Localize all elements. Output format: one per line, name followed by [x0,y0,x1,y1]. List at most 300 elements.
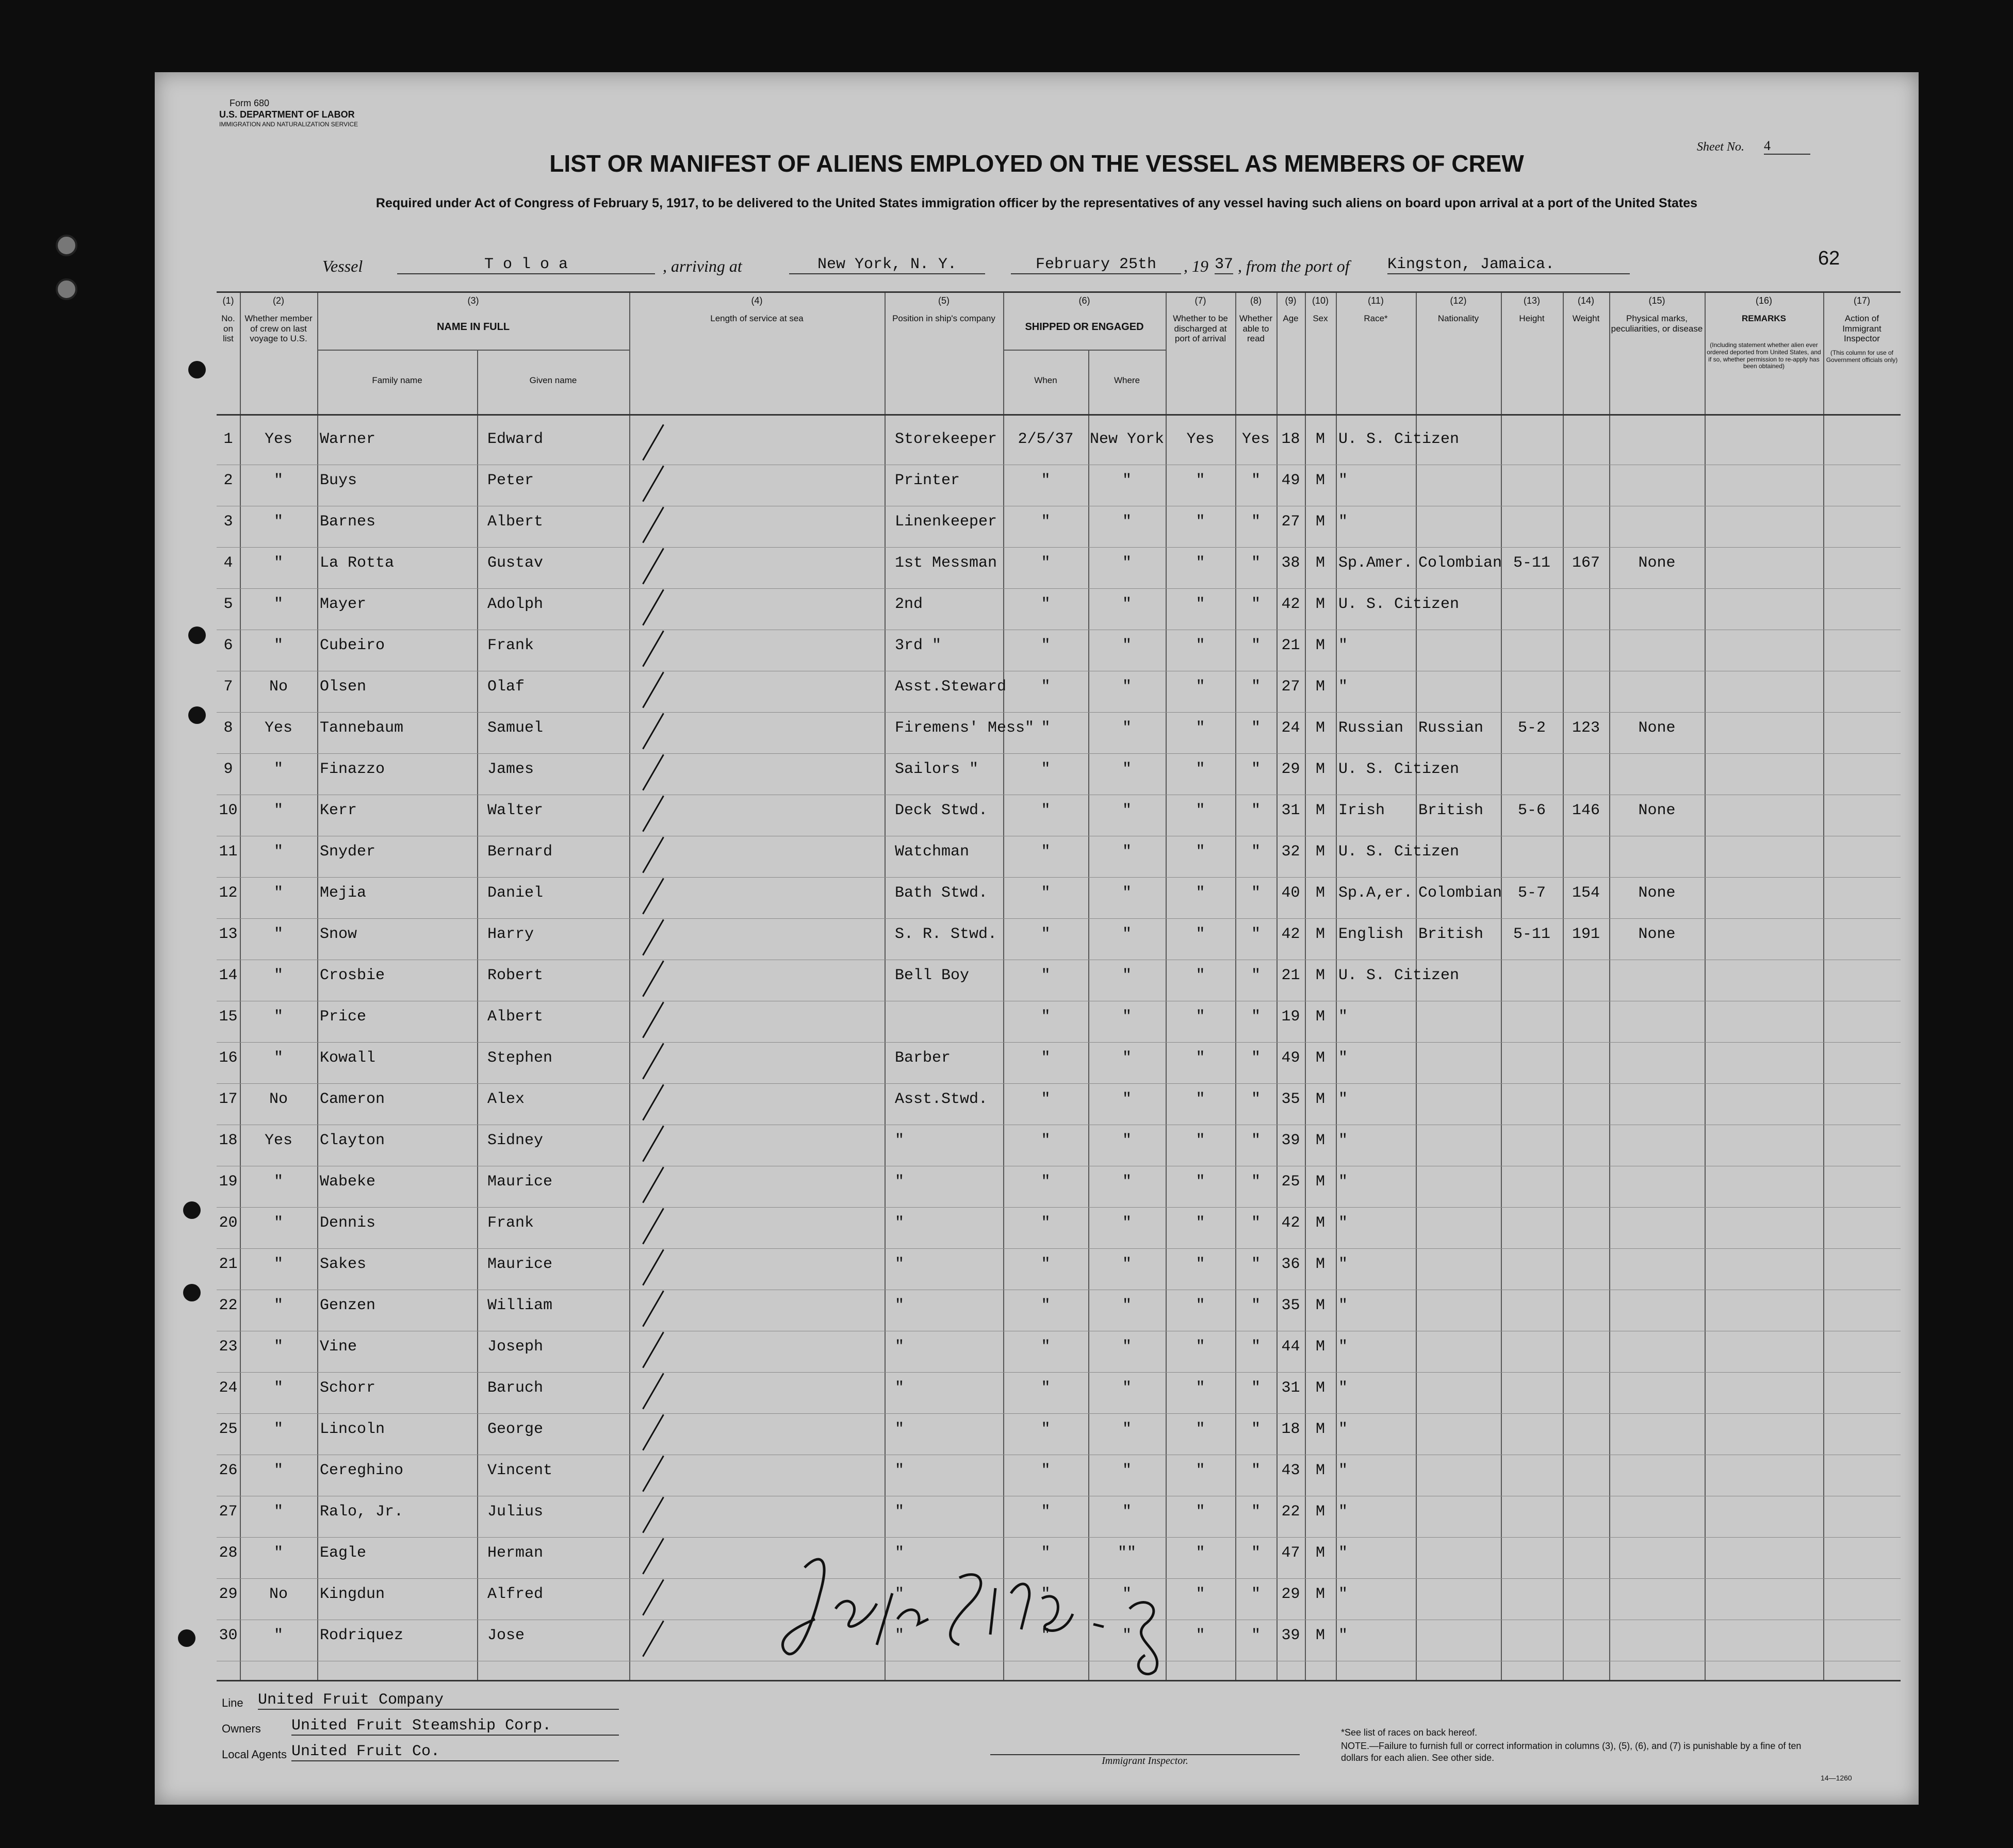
given-name: Bernard [487,843,553,861]
shipped-when: " [1041,761,1051,778]
able-to-read: " [1251,596,1261,613]
able-to-read: " [1251,637,1261,654]
races-note: *See list of races on back hereof. [1341,1727,1478,1738]
shipped-where: " [1122,1214,1132,1232]
given-name: Joseph [487,1338,544,1356]
check-mark [642,1497,664,1533]
sex: M [1315,1132,1325,1149]
check-mark [642,1332,664,1368]
sex: M [1315,637,1325,654]
previous-voyage: " [273,1008,283,1026]
position: " [895,1462,905,1479]
able-to-read: " [1251,1214,1261,1232]
age: 22 [1281,1503,1300,1521]
check-mark [642,1043,664,1080]
row-rule [217,547,1901,548]
previous-voyage: Yes [264,1132,292,1149]
check-mark [642,1414,664,1451]
age: 42 [1281,926,1300,943]
previous-voyage: " [273,596,283,613]
sex: M [1315,719,1325,737]
previous-voyage: " [273,637,283,654]
nationality: British [1418,802,1484,819]
column-number: (9) [1285,295,1297,306]
table-row [217,589,1901,631]
binder-hole [183,1201,201,1219]
row-number: 11 [219,843,238,861]
page-number: 62 [1818,248,1840,269]
binder-hole [178,1629,195,1647]
shipped-when: " [1041,1544,1051,1562]
height: 5-2 [1517,719,1546,737]
age: 43 [1281,1462,1300,1479]
column-header: SHIPPED OR ENGAGED [1025,321,1144,333]
race: " [1338,1586,1348,1603]
height: 5-11 [1513,926,1550,943]
table-row [217,1208,1901,1249]
sex: M [1315,1008,1325,1026]
shipped-when: " [1041,513,1051,531]
race: U. S. Citizen [1338,967,1460,984]
column-number: (7) [1194,295,1206,306]
sex: M [1315,1173,1325,1191]
row-number: 16 [219,1049,238,1067]
race: " [1338,1173,1348,1191]
race: Sp.Amer. [1338,554,1413,572]
given-name: Harry [487,926,534,943]
family-name: La Rotta [320,554,395,572]
physical-marks: None [1638,554,1676,572]
able-to-read: " [1251,967,1261,984]
row-number: 3 [223,513,233,531]
able-to-read: " [1251,761,1261,778]
shipped-when: " [1041,1503,1051,1521]
row-number: 15 [219,1008,238,1026]
shipped-where: " [1122,761,1132,778]
inspector-signature [774,1547,1238,1681]
family-name: Mayer [320,596,367,613]
check-mark [642,1002,664,1038]
check-mark [642,1291,664,1327]
given-name: Adolph [487,596,544,613]
sex: M [1315,1338,1325,1356]
check-mark [642,961,664,997]
discharged: " [1196,554,1205,572]
weight: 191 [1572,926,1600,943]
column-number: (8) [1250,295,1262,306]
previous-voyage: " [273,802,283,819]
race: U. S. Citizen [1338,843,1460,861]
race: " [1338,1379,1348,1397]
given-name: Herman [487,1544,544,1562]
shipped-when: " [1041,472,1051,489]
arriving-label: , arriving at [663,257,742,275]
check-mark [642,919,664,956]
height: 5-7 [1517,884,1546,902]
row-rule [217,918,1901,919]
shipped-where: " [1122,926,1132,943]
sex: M [1315,1586,1325,1603]
discharged: " [1196,1544,1205,1562]
family-name: Dennis [320,1214,376,1232]
position: " [895,1586,905,1603]
row-number: 28 [219,1544,238,1562]
race: " [1338,1297,1348,1314]
able-to-read: " [1251,1132,1261,1149]
able-to-read: " [1251,1173,1261,1191]
header-subrule [317,350,629,351]
position: " [895,1297,905,1314]
position: Linenkeeper [895,513,997,531]
table-row [217,1126,1901,1167]
shipped-where: " [1122,554,1132,572]
line-label: Line [222,1696,243,1709]
age: 24 [1281,719,1300,737]
able-to-read: " [1251,472,1261,489]
column-header: Height [1519,314,1545,323]
race: Sp.A,er. [1338,884,1413,902]
table-row [217,672,1901,713]
height: 5-6 [1517,802,1546,819]
sex: M [1315,884,1325,902]
age: 39 [1281,1132,1300,1149]
able-to-read: " [1251,1462,1261,1479]
position: Firemens' Mess" [895,719,1035,737]
row-number: 6 [223,637,233,654]
row-number: 2 [223,472,233,489]
table-row [217,1084,1901,1126]
column-number: (5) [938,295,950,306]
given-name: Vincent [487,1462,553,1479]
given-name: Daniel [487,884,544,902]
able-to-read: " [1251,926,1261,943]
column-header: NAME IN FULL [436,321,510,333]
family-name: Olsen [320,678,367,696]
shipped-where: " [1122,1008,1132,1026]
position: S. R. Stwd. [895,926,997,943]
check-mark [642,1126,664,1162]
age: 36 [1281,1256,1300,1273]
shipped-when: " [1041,967,1051,984]
given-name: Frank [487,1214,534,1232]
column-number: (15) [1648,295,1665,306]
binder-hole [188,706,206,724]
shipped-where: " [1122,1586,1132,1603]
vessel-label: Vessel [322,257,363,275]
binder-hole [188,361,206,378]
race: " [1338,1132,1348,1149]
age: 31 [1281,802,1300,819]
shipped-when: 2/5/37 [1018,431,1074,448]
weight: 146 [1572,802,1600,819]
position: 1st Messman [895,554,997,572]
column-header: Position in ship's company [892,314,995,323]
table-row [217,1332,1901,1373]
given-name: Jose [487,1627,525,1644]
given-name: Robert [487,967,544,984]
nationality: Russian [1418,719,1484,737]
race: " [1338,1049,1348,1067]
age: 31 [1281,1379,1300,1397]
able-to-read: " [1251,802,1261,819]
family-name: Wabeke [320,1173,376,1191]
previous-voyage: " [273,926,283,943]
departure-port: Kingston, Jamaica. [1387,256,1630,274]
given-name: George [487,1421,544,1438]
able-to-read: " [1251,1586,1261,1603]
from-port-label: , from the port of [1238,257,1350,275]
sex: M [1315,1421,1325,1438]
shipped-when: " [1041,1256,1051,1273]
family-name: Kowall [320,1049,376,1067]
agents-label: Local Agents [222,1748,287,1761]
given-name: William [487,1297,553,1314]
check-mark [642,878,664,915]
column-header: Whether to be discharged at port of arrival [1173,314,1228,344]
shipped-where: " [1122,1503,1132,1521]
age: 32 [1281,843,1300,861]
crew-table [217,291,1901,1681]
family-name: Genzen [320,1297,376,1314]
shipped-when: " [1041,1091,1051,1108]
previous-voyage: " [273,1503,283,1521]
position: " [895,1214,905,1232]
previous-voyage: Yes [264,431,292,448]
table-row [217,1456,1901,1497]
sex: M [1315,1544,1325,1562]
given-name-header: Given name [529,375,577,385]
race: " [1338,513,1348,531]
family-name: Ralo, Jr. [320,1503,404,1521]
race: " [1338,1091,1348,1108]
department: U.S. DEPARTMENT OF LABOR [219,109,355,120]
row-rule [217,877,1901,878]
shipped-where: " [1122,1627,1132,1644]
family-name: Crosbie [320,967,385,984]
family-name: Price [320,1008,367,1026]
column-number: (2) [273,295,284,306]
row-number: 21 [219,1256,238,1273]
shipped-when: " [1041,1421,1051,1438]
position: Bell Boy [895,967,970,984]
sex: M [1315,513,1325,531]
discharged: " [1196,596,1205,613]
able-to-read: Yes [1241,431,1270,448]
row-number: 23 [219,1338,238,1356]
header-subrule [1003,350,1166,351]
age: 49 [1281,472,1300,489]
given-name: Albert [487,513,544,531]
row-rule [217,1083,1901,1084]
nationality: Colombian [1418,554,1502,572]
check-mark [642,796,664,832]
family-name: Mejia [320,884,367,902]
position: " [895,1256,905,1273]
nationality: British [1418,926,1484,943]
discharged: Yes [1186,431,1215,448]
column-header: Nationality [1437,314,1479,323]
given-name: Alfred [487,1586,544,1603]
check-mark [642,837,664,873]
row-number: 10 [219,802,238,819]
year-prefix: , 19 [1184,257,1208,275]
table-row [217,919,1901,961]
row-number: 4 [223,554,233,572]
family-name: Sakes [320,1256,367,1273]
shipped-when: " [1041,843,1051,861]
sex: M [1315,472,1325,489]
age: 40 [1281,884,1300,902]
row-number: 26 [219,1462,238,1479]
row-number: 25 [219,1421,238,1438]
race: " [1338,1421,1348,1438]
sex: M [1315,554,1325,572]
discharged: " [1196,926,1205,943]
shipped-when: " [1041,678,1051,696]
table-row [217,961,1901,1002]
able-to-read: " [1251,554,1261,572]
discharged: " [1196,761,1205,778]
position: Asst.Steward [895,678,1007,696]
previous-voyage: " [273,1214,283,1232]
age: 25 [1281,1173,1300,1191]
given-name: Alex [487,1091,525,1108]
check-mark [642,424,664,461]
able-to-read: " [1251,1544,1261,1562]
check-mark [642,548,664,585]
shipped-where: " [1122,1091,1132,1108]
given-name: Frank [487,637,534,654]
discharged: " [1196,843,1205,861]
owners-value: United Fruit Steamship Corp. [291,1717,619,1736]
shipped-where: " [1122,1421,1132,1438]
able-to-read: " [1251,1049,1261,1067]
age: 35 [1281,1297,1300,1314]
shipped-when: " [1041,1627,1051,1644]
column-number: (4) [751,295,763,306]
row-rule [217,1207,1901,1208]
age: 42 [1281,1214,1300,1232]
race: Irish [1338,802,1385,819]
table-row [217,754,1901,796]
row-number: 13 [219,926,238,943]
column-header: No. on list [221,314,235,344]
age: 18 [1281,1421,1300,1438]
shipped-where: " [1122,1379,1132,1397]
shipped-where: " [1122,802,1132,819]
arrival-port: New York, N. Y. [789,256,985,274]
position: " [895,1627,905,1644]
row-rule [217,1372,1901,1373]
sex: M [1315,1049,1325,1067]
given-name: Stephen [487,1049,553,1067]
race: " [1338,637,1348,654]
row-number: 7 [223,678,233,696]
family-name: Snyder [320,843,376,861]
check-mark [642,1538,664,1575]
position: Sailors " [895,761,979,778]
age: 44 [1281,1338,1300,1356]
column-number: (12) [1450,295,1467,306]
sex: M [1315,1297,1325,1314]
sheet-label: Sheet No. [1697,140,1744,154]
previous-voyage: " [273,761,283,778]
able-to-read: " [1251,719,1261,737]
shipped-where: " [1122,1173,1132,1191]
given-name: Walter [487,802,544,819]
check-mark [642,631,664,667]
sex: M [1315,1627,1325,1644]
previous-voyage: " [273,1049,283,1067]
column-number: (14) [1577,295,1594,306]
age: 47 [1281,1544,1300,1562]
family-name: Lincoln [320,1421,385,1438]
sex: M [1315,1462,1325,1479]
check-mark [642,1167,664,1203]
race: " [1338,1008,1348,1026]
column-header: REMARKS [1742,314,1786,323]
able-to-read: " [1251,1256,1261,1273]
form-number: Form 680 [230,98,270,108]
column-number: (11) [1368,295,1384,306]
discharged: " [1196,1132,1205,1149]
family-name: Eagle [320,1544,367,1562]
shipped-where: " [1122,1049,1132,1067]
discharged: " [1196,1379,1205,1397]
table-row [217,466,1901,507]
table-row [217,796,1901,837]
check-mark [642,1621,664,1657]
shipped-when: " [1041,719,1051,737]
shipped-where: " [1122,1297,1132,1314]
race: " [1338,1627,1348,1644]
previous-voyage: " [273,472,283,489]
position: Deck Stwd. [895,802,988,819]
race: " [1338,1503,1348,1521]
column-number: (17) [1853,295,1870,306]
family-name: Barnes [320,513,376,531]
age: 35 [1281,1091,1300,1108]
row-number: 30 [219,1627,238,1644]
age: 29 [1281,1586,1300,1603]
page-subtitle: Required under Act of Congress of February 5, 1917, to be delivered to the United States immigration officer by the representatives of any vessel having such aliens on board upon arrival at a port of the United States [375,196,1698,210]
row-number: 8 [223,719,233,737]
row-rule [217,1537,1901,1538]
able-to-read: " [1251,513,1261,531]
sex: M [1315,926,1325,943]
fine-note: NOTE.—Failure to furnish full or correct information in columns (3), (5), (6), and (7) is punishable by a fine of ten dollars for each alien. See other side. [1341,1741,1802,1763]
row-rule [217,753,1901,754]
row-rule [217,1042,1901,1043]
age: 27 [1281,678,1300,696]
shipped-where: " [1122,719,1132,737]
race: U. S. Citizen [1338,431,1460,448]
given-name: James [487,761,534,778]
check-mark [642,507,664,543]
shipped-where: " [1122,967,1132,984]
discharged: " [1196,1627,1205,1644]
table-row [217,424,1901,466]
race: " [1338,1462,1348,1479]
previous-voyage: " [273,843,283,861]
shipped-when: " [1041,1338,1051,1356]
family-name: Kerr [320,802,357,819]
able-to-read: " [1251,1627,1261,1644]
table-row [217,1497,1901,1538]
row-rule [217,1248,1901,1249]
column-number: (10) [1312,295,1329,306]
able-to-read: " [1251,1297,1261,1314]
